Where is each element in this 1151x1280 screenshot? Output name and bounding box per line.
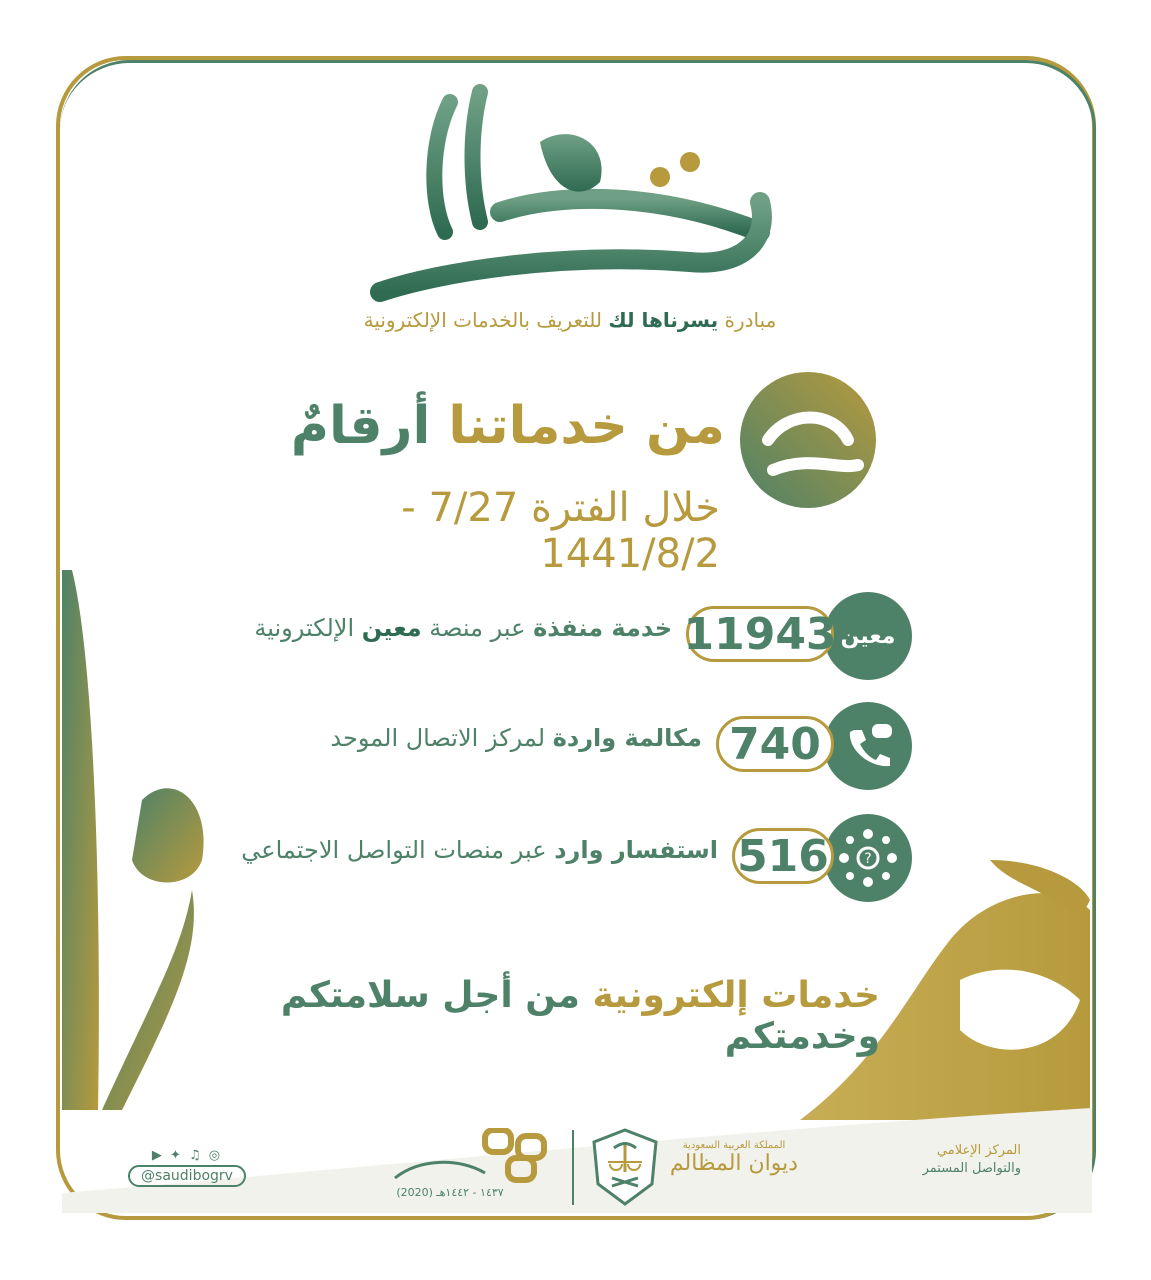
left-decor	[62, 570, 212, 1110]
svg-text:?: ?	[864, 851, 872, 867]
handle-text: @saudibogrv	[128, 1165, 246, 1187]
media-center-tag: المركز الإعلامي والتواصل المستمر	[922, 1143, 1021, 1177]
phone-chat-icon	[824, 702, 912, 790]
stat-description: استفسار وارد عبر منصات التواصل الاجتماعي	[241, 836, 718, 864]
social-handle[interactable]	[128, 1148, 246, 1182]
moeen-logo-icon: معين	[824, 592, 912, 680]
stat-description: مكالمة واردة لمركز الاتصال الموحد	[330, 724, 702, 752]
stat-social-inquiries	[240, 814, 912, 898]
tagline: مبادرة يسرناها لك للتعريف بالخدمات الإلكترونية	[363, 308, 777, 332]
period-subtitle: خلال الفترة 7/27 - 1441/8/2	[401, 485, 720, 577]
footer-divider	[572, 1130, 574, 1205]
stat-value: 516	[732, 828, 834, 884]
stat-incoming-calls	[240, 702, 912, 786]
diwan-emblem-icon	[592, 1128, 658, 1206]
title-emblem-icon	[738, 370, 878, 510]
yassarnaha-logo	[360, 82, 790, 312]
social-icons: ▶ ✦ ♫ ◎	[151, 1148, 223, 1163]
stat-value: 11943	[686, 606, 834, 662]
page-title: من خدماتنا أرقامٌ	[290, 396, 725, 456]
diwan-logotype: المملكة العربية السعودية ديوان المظالم	[669, 1140, 799, 1176]
anniversary-years: ١٤٣٧ - ١٤٤٢هـ (2020)	[396, 1186, 504, 1199]
stat-moeen-services	[240, 592, 912, 676]
stat-value: 740	[716, 716, 834, 772]
stat-description: خدمة منفذة عبر منصة معين الإلكترونية	[254, 614, 672, 642]
closing-slogan: خدمات إلكترونية من أجل سلامتكم وخدمتكم	[280, 975, 880, 1057]
social-network-icon	[824, 814, 912, 902]
